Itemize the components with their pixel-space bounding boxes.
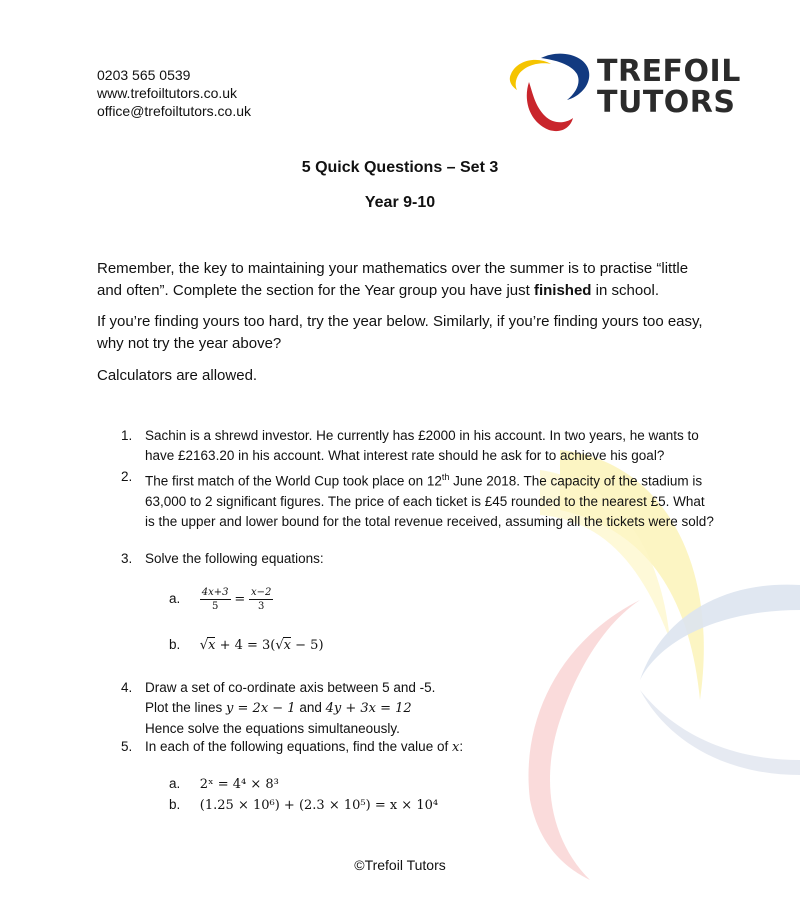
question-text xyxy=(145,678,715,739)
q4-line-1: Draw a set of co-ordinate axis between 5 and -5. xyxy=(145,680,436,695)
contact-block xyxy=(97,66,251,120)
q2-text-a: The first match of the World Cup took place on 12 xyxy=(145,473,442,489)
question-text xyxy=(145,467,715,532)
question-text: Solve the following equations: xyxy=(145,551,324,566)
equals-sign: = xyxy=(234,592,246,608)
intro-paragraph-2: If you’re finding yours too hard, try the year below. Similarly, if you’re finding yours too easy, why not try the year above? xyxy=(97,313,703,352)
part-label: a. xyxy=(169,591,181,607)
trefoil-logo xyxy=(505,52,741,134)
q5-part-b xyxy=(169,797,438,813)
part-label: a. xyxy=(169,776,181,791)
contact-phone: 0203 565 0539 xyxy=(97,67,191,83)
question-text: In each of the following equations, find the value of x: xyxy=(145,739,464,755)
logo-line-2: TUTORS xyxy=(597,85,736,120)
intro-paragraph-3: Calculators are allowed. xyxy=(97,367,258,384)
q3-part-a xyxy=(169,586,273,613)
logo-wordmark xyxy=(597,56,741,118)
trefoil-logo-icon xyxy=(505,52,597,134)
page-title: 5 Quick Questions – Set 3 xyxy=(301,159,499,176)
contact-email[interactable]: office@trefoiltutors.co.uk xyxy=(97,103,252,119)
q3-part-b xyxy=(169,637,324,653)
footer-copyright: ©Trefoil Tutors xyxy=(354,857,446,873)
q5-equation-b: (1.25 × 10⁶) + (2.3 × 10⁵) = x × 10⁴ xyxy=(199,798,439,813)
q2-text-b: June 2018. The capacity of the stadium is 63,000 to 2 significant figures. The price of each ticket is £45 rounded to the nearest £5. What is the upper and lower bound for the total revenue received, assuming all the tickets were sold? xyxy=(145,473,714,529)
intro-bold-word: finished xyxy=(533,282,592,299)
q5-variable: x xyxy=(451,740,460,755)
question-number: 3. xyxy=(121,551,133,566)
question-number: 5. xyxy=(121,739,133,754)
question-number: 4. xyxy=(121,680,133,695)
question-text: Sachin is a shrewd investor. He currently has £2000 in his account. In two years, he wants to have £2163.20 in his account. What interest rate should he ask for to achieve his goal? xyxy=(145,428,699,463)
q4-equation-1: y = 2x − 1 xyxy=(226,701,296,716)
part-label: b. xyxy=(169,797,181,812)
question-number: 2. xyxy=(121,469,133,484)
q4-line-2: Plot the lines y = 2x − 1 and 4y + 3x = 12 xyxy=(145,700,412,716)
q5-equation-a: 2ˣ = 4⁴ × 8³ xyxy=(199,777,279,792)
fraction-left: $\frac{4x+3}{5}$ xyxy=(201,587,229,612)
intro-paragraph-1 xyxy=(97,258,717,302)
q4-equation-2: 4y + 3x = 12 xyxy=(325,701,412,716)
intro-text-1a: Remember, the key to maintaining your mathematics over the summer is to practise “little and often”. Complete the section for the Year group you have just xyxy=(97,260,689,299)
sqrt-equation: √x + 4 = 3(√x − 5) xyxy=(199,638,324,653)
q2-superscript: th xyxy=(441,472,450,482)
q5-part-a xyxy=(169,776,279,792)
fraction-right: $\frac{x-2}{3}$ xyxy=(250,587,272,612)
page-subtitle: Year 9-10 xyxy=(364,194,436,211)
part-label: b. xyxy=(169,637,181,652)
question-number: 1. xyxy=(121,428,133,443)
q4-line-3: Hence solve the equations simultaneously. xyxy=(145,721,400,736)
logo-line-1: TREFOIL xyxy=(597,54,741,89)
contact-website[interactable]: www.trefoiltutors.co.uk xyxy=(97,85,238,101)
intro-text-1b: in school. xyxy=(591,282,660,299)
